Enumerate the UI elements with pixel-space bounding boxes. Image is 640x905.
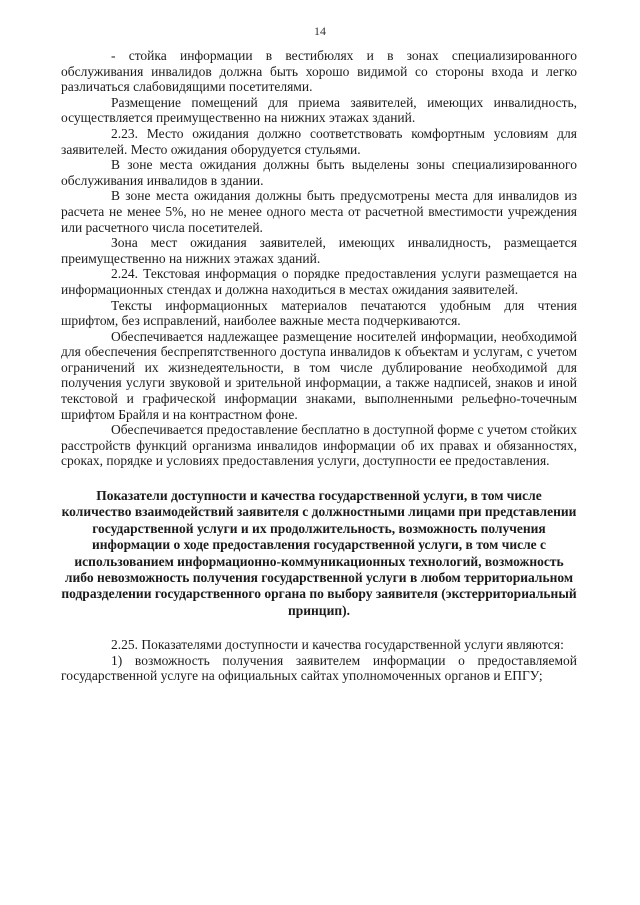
paragraph-materials-font: Тексты информационных материалов печатаются удобным для чтения шрифтом, без исправлений, наиболее важные места подчеркиваются. — [61, 297, 577, 329]
paragraph-free-accessible-info: Обеспечивается предоставление бесплатно в доступной форме с учетом стойких расстройств функций организма инвалидов информации об их правах и обязанностях, сроках, порядке и условиях предоставления услуги, доступности ее предоставления. — [61, 422, 577, 469]
list-item-1: 1) возможность получения заявителем информации о предоставляемой государственной услуге на официальных сайтах уполномоченных органов и ЕПГУ; — [61, 652, 577, 684]
paragraph-2-23-waiting-area: 2.23. Место ожидания должно соответствовать комфортным условиям для заявителей. Место ожидания оборудуется стульями. — [61, 125, 577, 157]
page-number: 14 — [314, 24, 326, 38]
paragraph-info-carriers: Обеспечивается надлежащее размещение носителей информации, необходимой для обеспечения беспрепятственного доступа инвалидов к объектам и услугам, с учетом ограничений их жизнедеятельности, в том числе дублирование необходимой для получения услуги звуковой и зрительной информации, а также надписей, знаков и иной текстовой и графической информации знаками, выполненными рельефно-точечным шрифтом Брайля и на контрастном фоне. — [61, 328, 577, 422]
paragraph-premises-placement: Размещение помещений для приема заявителей, имеющих инвалидность, осуществляется преимущественно на нижних этажах зданий. — [61, 94, 577, 126]
paragraph-waiting-zone-floors: Зона мест ожидания заявителей, имеющих инвалидность, размещается преимущественно на нижних этажах зданий. — [61, 235, 577, 266]
document-body — [61, 48, 577, 684]
paragraph-waiting-zones: В зоне места ожидания должны быть выделены зоны специализированного обслуживания инвалидов в здании. — [61, 157, 577, 188]
section-heading: Показатели доступности и качества государственной услуги, в том числе количество взаимодействий заявителя с должностными лицами при представлении государственной услуги и их продолжительность, возможность получения информации о ходе предоставления государственной услуги, в том числе с использованием информационно-коммуникационных технологий, возможность либо невозможность получения государственной услуги в любом территориальном подразделении государственного органа по выбору заявителя (экстерриториальный принцип). — [61, 488, 577, 618]
paragraph-2-24-text-info: 2.24. Текстовая информация о порядке предоставления услуги размещается на информационных стендах и должна находиться в местах ожидания заявителей. — [61, 266, 577, 297]
paragraph-disabled-seats: В зоне места ожидания должны быть предусмотрены места для инвалидов из расчета не менее 5%, но не менее одного места от расчетной вместимости учреждения или расчетного числа посетителей. — [61, 188, 577, 235]
paragraph-2-25-indicators: 2.25. Показателями доступности и качества государственной услуги являются: — [111, 637, 564, 653]
paragraph-info-stand: - стойка информации в вестибюлях и в зонах специализированного обслуживания инвалидов должна быть хорошо видимой со стороны входа и легко различаться слабовидящими посетителями. — [61, 48, 577, 95]
